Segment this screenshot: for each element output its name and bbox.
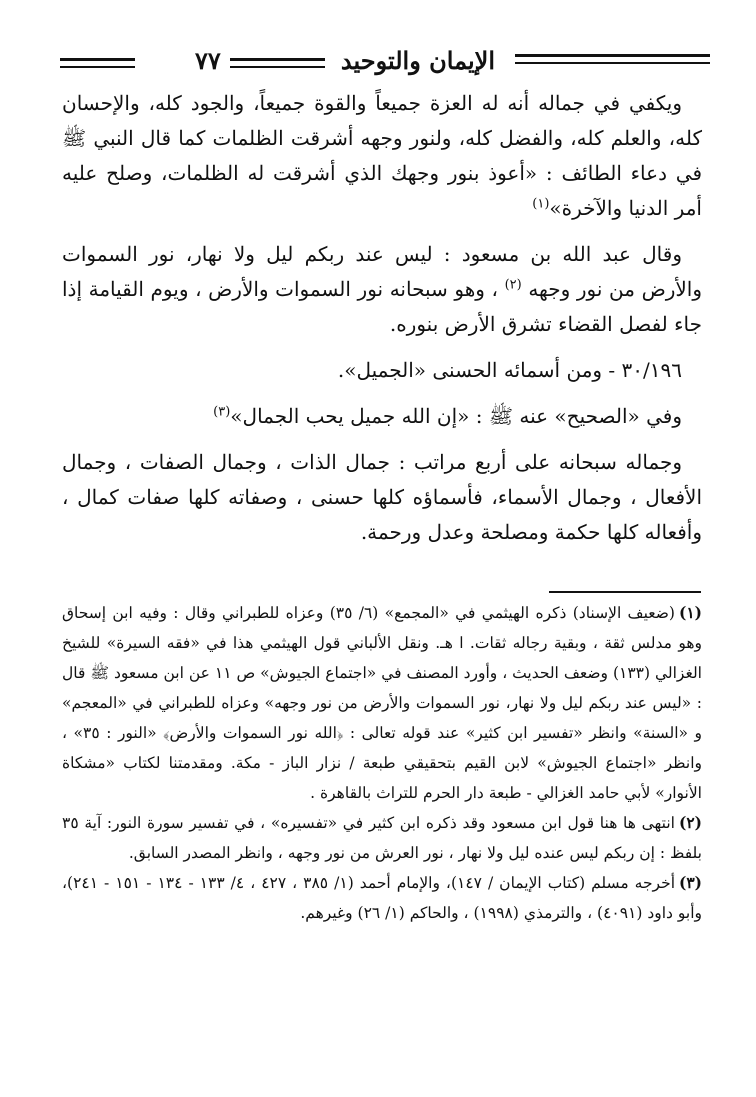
running-header (60, 46, 710, 82)
header-rule-right-2 (515, 62, 710, 64)
footnote-ref-3: (٣) (213, 404, 231, 420)
header-rule-left-1 (60, 58, 135, 61)
main-text (62, 86, 702, 561)
footnote-3-text: أخرجه مسلم (كتاب الإيمان / ١٤٧)، والإمام أحمد (١/ ٣٨٥ ، ٤٢٧ ، ٤/ ١٣٣ - ١٣٤ - ١٥١ - ٢٤١)، وأبو داود (٤٠٩١) ، والترمذي (١٩٩٨) ، والحاكم (١/ ٢٦) وغيرهم. (62, 874, 702, 922)
running-title: الإيمان والتوحيد (340, 46, 495, 75)
footnote-1-number: (١) (678, 603, 702, 622)
paragraph-2-text-b: ، وهو سبحانه نور السموات والأرض ، ويوم القيامة إذا جاء لفصل القضاء تشرق الأرض بنوره. (62, 277, 702, 336)
footnote-ref-2: (٢) (504, 277, 522, 293)
footnote-separator (549, 591, 701, 593)
footnote-1 (62, 598, 702, 808)
footnote-2 (62, 808, 702, 868)
paragraph-2-text-a: وقال عبد الله بن مسعود : ليس عند ربكم ليل ولا نهار، نور السموات والأرض من نور وجهه (62, 242, 703, 301)
footnote-2-number: (٢) (678, 813, 702, 832)
paragraph-3: ٣٠/١٩٦ - ومن أسمائه الحسنى «الجميل». (337, 358, 682, 382)
paragraph-4-text: وفي «الصحيح» عنه ﷺ : «إن الله جميل يحب الجمال» (230, 404, 682, 428)
footnote-2-text: انتهى ها هنا قول ابن مسعود وقد ذكره ابن كثير في «تفسيره» ، في تفسير سورة النور: آية ٣٥ بلفظ : إن ربكم ليس عنده ليل ولا نهار ، نور العرش من نور وجهه ، وانظر المصدر السابق. (62, 814, 702, 862)
header-rule-right-1 (515, 54, 710, 57)
paragraph-1 (62, 86, 702, 226)
paragraph-4 (62, 399, 702, 434)
paragraph-1-text: ويكفي في جماله أنه له العزة جميعاً والقوة جميعاً، والجود كله، والإحسان كله، والعلم كله، والفضل كله، ولنور وجهه أشرقت الظلمات كما قال النبي ﷺ في دعاء الطائف : «أعوذ بنور وجهك الذي أشرقت له الظلمات، وصلح عليه أمر الدنيا والآخرة» (62, 91, 702, 220)
footnotes (62, 598, 702, 928)
footnote-3 (62, 868, 702, 928)
header-rule-mid-2 (230, 66, 325, 68)
footnote-1-text: (ضعيف الإسناد) ذكره الهيثمي في «المجمع» (٦/ ٣٥) وعزاه للطبراني وقال : وفيه ابن إسحاق وهو مدلس ثقة ، وبقية رجاله ثقات. ا هـ. ونقل الألباني قول الهيثمي هذا في «فقه السيرة» للشيخ الغزالي (١٣٣) وضعف الحديث ، وأورد المصنف في «اجتماع الجيوش» ص ١١ عن ابن مسعود ﷺ قال : «ليس عند ربكم ليل ولا نهار، نور السموات والأرض من نور وجهه» وعزاه للطبراني في «المعجم» و «السنة» وانظر «تفسير ابن كثير» عند قوله تعالى : ﴿الله نور السموات والأرض﴾ «النور : ٣٥» ، وانظر «اجتماع الجيوش» لابن القيم بتحقيقي طبعة / نزار الباز - مكة. ومقدمتنا لكتاب «مشكاة الأنوار» لأبي حامد الغزالي - طبعة دار الحرم للتراث بالقاهرة . (62, 604, 702, 802)
footnote-ref-1: (١) (532, 196, 550, 212)
paragraph-5: وجماله سبحانه على أربع مراتب : جمال الذات ، وجمال الصفات ، وجمال الأفعال ، وجمال الأسماء، فأسماؤه كلها حسنى ، وصفاته كلها صفات كمال ، وأفعاله كلها حكمة ومصلحة وعدل ورحمة. (62, 450, 702, 544)
page-number: ٧٧ (195, 46, 221, 75)
footnote-3-number: (٣) (679, 873, 703, 892)
header-rule-left-2 (60, 66, 135, 68)
header-rule-mid-1 (230, 58, 325, 61)
paragraph-2 (62, 237, 702, 342)
